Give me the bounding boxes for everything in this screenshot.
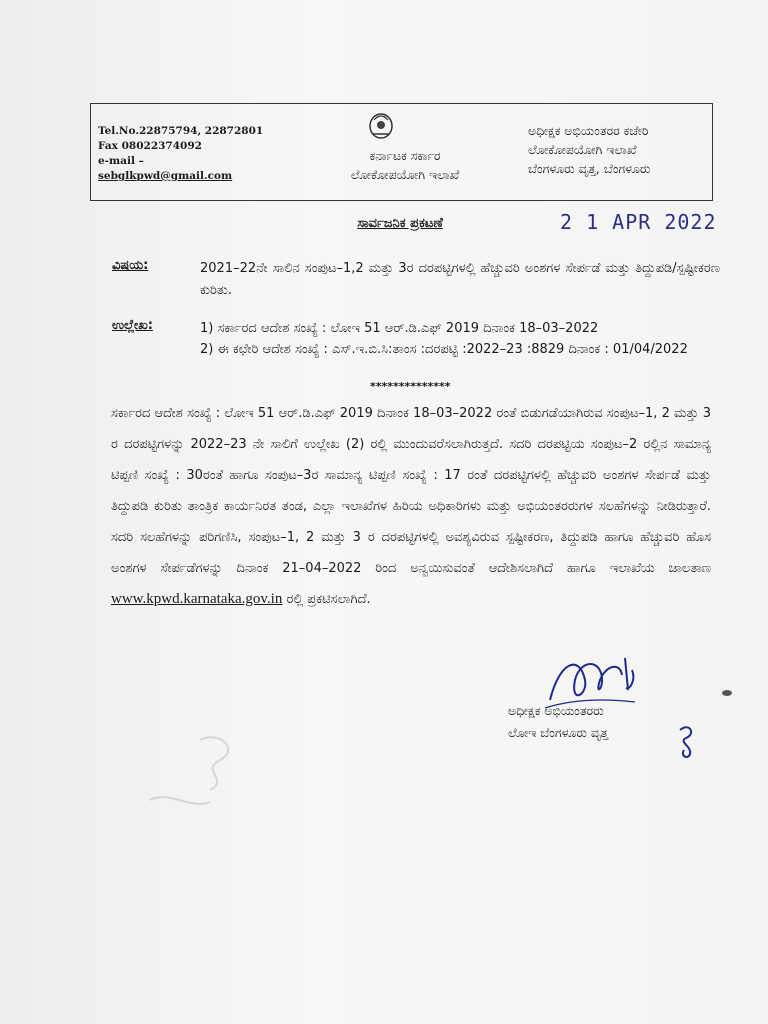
department-name: ಲೋಕೋಪಯೋಗಿ ಇಲಾಖೆ [350, 167, 460, 182]
date-stamp: 2 1 APR 2022 [560, 210, 717, 234]
office-name: ಅಧೀಕ್ಷಕ ಅಭಿಯಂತರರ ಕಚೇರಿ [528, 123, 649, 138]
reference-list [200, 318, 740, 360]
fax-number: Fax 08022374092 [98, 140, 202, 152]
ink-mark [722, 690, 732, 696]
reference-label: ಉಲ್ಲೇಖ: [112, 318, 153, 333]
email-label: e-mail – [98, 155, 144, 167]
notice-title: ಸಾರ್ವಜನಿಕ ಪ್ರಕಟಣೆ [357, 216, 443, 231]
separator: ************** [370, 380, 451, 393]
website-link[interactable]: www.kpwd.karnataka.gov.in [111, 591, 283, 607]
office-heading [528, 121, 718, 178]
tel-number: Tel.No.22875794, 22872801 [98, 125, 264, 137]
reference-item: 2) ಈ ಕಛೇರಿ ಆದೇಶ ಸಂಖ್ಯೆ : ಎಸ್.ಇ.ಬಿ.ಸಿ:ತಾಂಸ :ದರಪಟ್ಟಿ :2022–23 :8829 ದಿನಾಂಕ : 01/04/2022 [200, 342, 688, 357]
body-paragraph [111, 398, 711, 615]
subject-label: ವಿಷಯ: [112, 258, 149, 273]
office-department: ಲೋಕೋಪಯೋಗಿ ಇಲಾಖೆ [528, 142, 637, 157]
body-tail: ರಲ್ಲಿ ಪ್ರಕಟಿಸಲಾಗಿದೆ. [282, 592, 371, 607]
government-heading [320, 146, 490, 184]
govt-name: ಕರ್ನಾಟಕ ಸರ್ಕಾರ [369, 148, 441, 163]
subject-text: 2021–22ನೇ ಸಾಲಿನ ಸಂಪುಟ–1,2 ಮತ್ತು 3ರ ದರಪಟ್ಟಿಗಳಲ್ಲಿ ಹೆಚ್ಚುವರಿ ಅಂಶಗಳ ಸೇರ್ಪಡೆ ಮತ್ತು ತಿದ್ದುಪಡಿ/ಸ್ಪಷ್ಟೀಕರಣ ಕುರಿತು. [200, 261, 720, 298]
office-location: ಬೆಂಗಳೂರು ವೃತ್ತ, ಬೆಂಗಳೂರು [528, 161, 651, 176]
body-text: ಸರ್ಕಾರದ ಆದೇಶ ಸಂಖ್ಯೆ : ಲೋಇ 51 ಆರ್.ಡಿ.ಎಫ್ 2019 ದಿನಾಂಕ 18–03–2022 ರಂತೆ ಬಿಡುಗಡೆಯಾಗಿರುವ ಸಂಪುಟ–1, 2 ಮತ್ತು 3 ರ ದರಪಟ್ಟಿಗಳನ್ನು 2022–23 ನೇ ಸಾಲಿಗೆ ಉಲ್ಲೇಖ (2) ರಲ್ಲಿ ಮುಂದುವರೆಸಲಾಗಿರುತ್ತದೆ. ಸದರಿ ದರಪಟ್ಟಿಯ ಸಂಪುಟ–2 ರಲ್ಲಿನ ಸಾಮಾನ್ಯ ಟಿಪ್ಪಣಿ ಸಂಖ್ಯೆ : 30ರಂತೆ ಹಾಗೂ ಸಂಪುಟ–3ರ ಸಾಮಾನ್ಯ ಟಿಪ್ಪಣಿ ಸಂಖ್ಯೆ : 17 ರಂತೆ ದರಪಟ್ಟಿಗಳಲ್ಲಿ ಹೆಚ್ಚುವರಿ ಅಂಶಗಳ ಸೇರ್ಪಡೆ ಮತ್ತು ತಿದ್ದುಪಡಿ ಕುರಿತು ತಾಂತ್ರಿಕ ಕಾರ್ಯನಿರತ ತಂಡ, ಎಲ್ಲಾ ಇಲಾಖೆಗಳ ಹಿರಿಯ ಅಧಿಕಾರಿಗಳು ಮತ್ತು ಅಭಿಯಂತರರುಗಳ ಸಲಹೆಗಳನ್ನು ನೀಡಿರುತ್ತಾರೆ. ಸದರಿ ಸಲಹೆಗಳನ್ನು ಪರಿಗಣಿಸಿ, ಸಂಪುಟ–1, 2 ಮತ್ತು 3 ರ ದರಪಟ್ಟಿಗಳಲ್ಲಿ ಅವಶ್ಯವಿರುವ ಸ್ಪಷ್ಟೀಕರಣ, ತಿದ್ದುಪಡಿ ಹಾಗೂ ಹೆಚ್ಚುವರಿ ಹೊಸ ಅಂಶಗಳ ಸೇರ್ಪಡೆಗಳನ್ನು ದಿನಾಂಕ 21–04–2022 ರಿಂದ ಅನ್ವಯಿಸುವಂತೆ ಆದೇಶಿಸಲಾಗಿದೆ ಹಾಗೂ ಇಲಾಖೆಯ ಜಾಲತಾಣ [111, 406, 711, 576]
signatory-title: ಅಧೀಕ್ಷಕ ಅಭಿಯಂತರರು [508, 703, 604, 718]
initials-icon [672, 720, 702, 760]
email-address: sebglkpwd@gmail.com [98, 170, 233, 182]
government-emblem-icon [364, 108, 398, 142]
faded-stamp-icon [140, 730, 280, 820]
contact-block [98, 124, 268, 184]
signatory-office: ಲೋಇ ಬೆಂಗಳೂರು ವೃತ್ತ [508, 725, 609, 740]
reference-item: 1) ಸರ್ಕಾರದ ಆದೇಶ ಸಂಖ್ಯೆ : ಲೋಇ 51 ಆರ್.ಡಿ.ಎಫ್ 2019 ದಿನಾಂಕ 18–03–2022 [200, 321, 599, 336]
